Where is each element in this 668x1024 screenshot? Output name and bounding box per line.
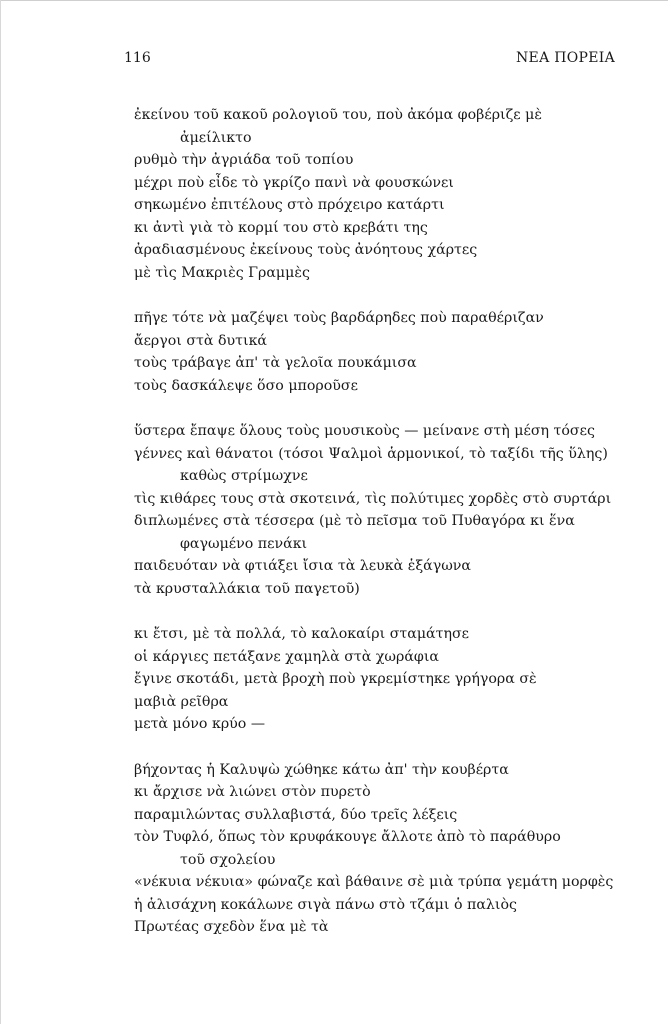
poem-line: κι ἔτσι, μὲ τὰ πολλά, τὸ καλοκαίρι σταμάτησε	[134, 626, 470, 642]
poem-line: ἄεργοι στὰ δυτικά	[134, 332, 268, 349]
poem-line: Πρωτέας σχεδὸν ἕνα μὲ τὰ	[134, 919, 329, 935]
poem-line: παιδευόταν νὰ φτιάξει ἴσια τὰ λευκὰ ἑξάγωνα	[134, 558, 471, 574]
poem-line-continuation: ἀμείλικτο	[180, 129, 252, 146]
stanza	[134, 759, 634, 939]
poem-line-continuation: φαγωμένο πενάκι	[180, 535, 308, 552]
poem-line: μέχρι ποὺ εἶδε τὸ γκρίζο πανὶ νὰ φουσκώνει	[134, 174, 454, 191]
page-number: 116	[124, 50, 151, 66]
stanza	[134, 104, 634, 284]
poem-line: οἱ κάργιες πετάξανε χαμηλὰ στὰ χωράφια	[134, 648, 440, 665]
poem-line: βήχοντας ἡ Καλυψὼ χώθηκε κάτω ἀπ' τὴν κουβέρτα	[134, 761, 509, 778]
poem-line: τὶς κιθάρες τους στὰ σκοτεινά, τὶς πολύτιμες χορδὲς στὸ συρτάρι	[134, 490, 612, 507]
page-edge-top	[0, 0, 668, 1]
poem-line: τοὺς τράβαγε ἀπ' τὰ γελοῖα πουκάμισα	[134, 355, 417, 371]
poem-body	[134, 104, 634, 939]
poem-line: διπλωμένες στὰ τέσσερα (μὲ τὸ πεῖσμα τοῦ Πυθαγόρα κι ἕνα	[134, 513, 575, 529]
running-title: ΝΕΑ ΠΟΡΕΙΑ	[516, 50, 615, 66]
poem-line: ἔγινε σκοτάδι, μετὰ βροχὴ ποὺ γκρεμίστηκε γρήγορα σὲ	[134, 671, 537, 687]
poem-line: τὰ κρυσταλλάκια τοῦ παγετοῦ)	[134, 580, 360, 597]
poem-line: τὸν Τυφλό, ὅπως τὸν κρυφάκουγε ἄλλοτε ἀπὸ τὸ παράθυρο	[134, 829, 561, 845]
poem-line: γέννες καὶ θάνατοι (τόσοι Ψαλμοὶ ἁρμονικοί, τὸ ταξίδι τῆς ὕλης)	[134, 445, 608, 462]
poem-line: «νέκυια νέκυια» φώναζε καὶ βάθαινε σὲ μιὰ τρύπα γεμάτη μορφὲς	[134, 874, 614, 890]
poem-line: μὲ τὶς Μακριὲς Γραμμὲς	[134, 264, 310, 281]
poem-line: κι ἄρχισε νὰ λιώνει στὸν πυρετὸ	[134, 784, 371, 800]
poem-line-continuation: καθὼς στρίμωχνε	[180, 468, 308, 484]
poem-line: πῆγε τότε νὰ μαζέψει τοὺς βαρδάρηδες ποὺ παραθέριζαν	[134, 310, 544, 326]
poem-line: ἀραδιασμένους ἐκείνους τοὺς ἀνόητους χάρτες	[134, 242, 478, 258]
poem-line: ρυθμὸ τὴν ἀγριάδα τοῦ τοπίου	[134, 152, 354, 168]
stanza-break	[134, 284, 634, 307]
poem-line: ἡ ἁλισάχνη κοκάλωνε σιγὰ πάνω στὸ τζάμι ὁ παλιὸς	[134, 896, 517, 913]
page-edge-left	[0, 0, 1, 1024]
poem-line: μαβιὰ ρεῖθρα	[134, 693, 229, 710]
poem-line: μετὰ μόνο κρύο —	[134, 716, 266, 732]
stanza	[134, 420, 634, 600]
stanza-break	[134, 600, 634, 623]
poem-line: ὕστερα ἔπαψε ὅλους τοὺς μουσικοὺς — μείνανε στὴ μέση τόσες	[134, 423, 595, 439]
poem-line: κι ἀντὶ γιὰ τὸ κορμί του στὸ κρεβάτι της	[134, 219, 428, 236]
poem-line-continuation: τοῦ σχολείου	[180, 851, 276, 868]
poem-line: ἐκείνου τοῦ κακοῦ ρολογιοῦ του, ποὺ ἀκόμα φοβέριζε μὲ	[134, 107, 542, 123]
stanza-break	[134, 736, 634, 759]
poem-line: παραμιλώντας συλλαβιστά, δύο τρεῖς λέξεις	[134, 806, 458, 823]
stanza	[134, 623, 634, 736]
poem-line: τοὺς δασκάλεψε ὅσο μποροῦσε	[134, 377, 358, 394]
page-header	[124, 50, 615, 70]
poem-line: σηκωμένο ἐπιτέλους στὸ πρόχειρο κατάρτι	[134, 197, 445, 213]
stanza-break	[134, 397, 634, 420]
stanza	[134, 307, 634, 397]
